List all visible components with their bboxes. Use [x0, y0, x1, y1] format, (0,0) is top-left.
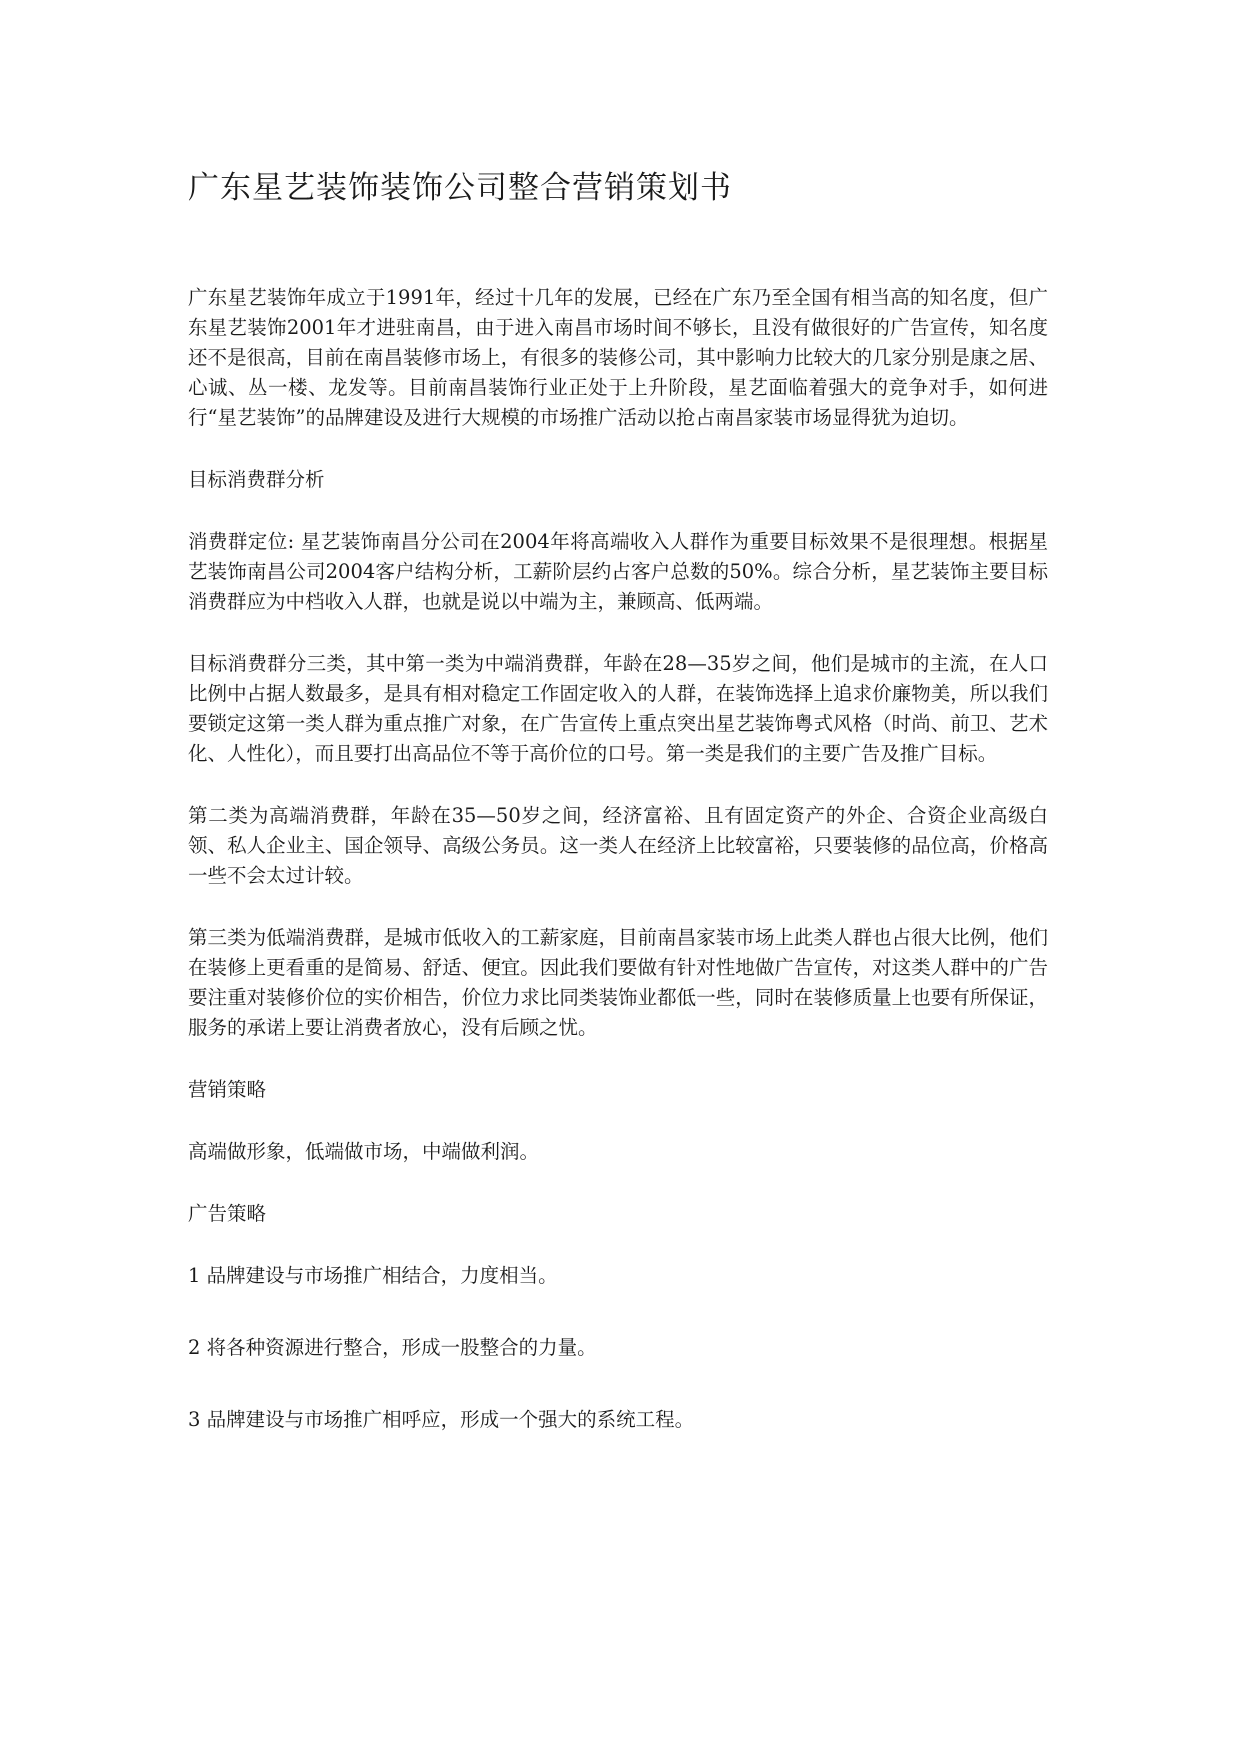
- document-title: 广东星艺装饰装饰公司整合营销策划书: [188, 170, 732, 206]
- marketing-strategy-paragraph: 高端做形象，低端做市场，中端做利润。: [188, 1140, 540, 1163]
- third-category-paragraph: 第三类为低端消费群，是城市低收入的工薪家庭，目前南昌家装市场上此类人群也占很大比例，他们在装修上更看重的是简易、舒适、便宜。因此我们要做有针对性地做广告宣传，对这类人群中的广告要注重对装修价位的实价相告，价位力求比同类装饰业都低一些，同时在装修质量上也要有所保证，服务的承诺上要让消费者放心，没有后顾之忧。: [188, 926, 1048, 1039]
- second-category-paragraph: 第二类为高端消费群，年龄在35—50岁之间，经济富裕、且有固定资产的外企、合资企业高级白领、私人企业主、国企领导、高级公务员。这一类人在经济上比较富裕，只要装修的品位高，价格高一些不会太过计较。: [188, 804, 1048, 887]
- consumer-positioning-paragraph: 消费群定位: 星艺装饰南昌分公司在2004年将高端收入人群作为重要目标效果不是很理想。根据星艺装饰南昌公司2004客户结构分析，工薪阶层约占客户总数的50%。综合分析，星艺装饰主要目标消费群应为中档收入人群，也就是说以中端为主，兼顾高、低两端。: [188, 530, 1048, 613]
- first-category-paragraph: 目标消费群分三类，其中第一类为中端消费群，年龄在28—35岁之间，他们是城市的主流，在人口比例中占据人数最多，是具有相对稳定工作固定收入的人群，在装饰选择上追求价廉物美，所以我们要锁定这第一类人群为重点推广对象，在广告宣传上重点突出星艺装饰粤式风格（时尚、前卫、艺术化、人性化），而且要打出高品位不等于高价位的口号。第一类是我们的主要广告及推广目标。: [188, 652, 1048, 765]
- document-body: [188, 283, 1048, 1477]
- section-heading-marketing-strategy: 营销策略: [188, 1078, 267, 1101]
- list-item: 2 将各种资源进行整合，形成一股整合的力量。: [188, 1336, 597, 1359]
- section-heading-target-consumers: 目标消费群分析: [188, 468, 325, 491]
- section-heading-advertising-strategy: 广告策略: [188, 1202, 267, 1225]
- list-item: 1 品牌建设与市场推广相结合，力度相当。: [188, 1264, 558, 1287]
- intro-paragraph: 广东星艺装饰年成立于1991年，经过十几年的发展，已经在广东乃至全国有相当高的知名度，但广东星艺装饰2001年才进驻南昌，由于进入南昌市场时间不够长，且没有做很好的广告宣传，知名度还不是很高，目前在南昌装修市场上，有很多的装修公司，其中影响力比较大的几家分别是康之居、心诚、丛一楼、龙发等。目前南昌装饰行业正处于上升阶段，星艺面临着强大的竞争对手，如何进行“星艺装饰”的品牌建设及进行大规模的市场推广活动以抢占南昌家装市场显得犹为迫切。: [188, 286, 1048, 429]
- list-item: 3 品牌建设与市场推广相呼应，形成一个强大的系统工程。: [188, 1408, 695, 1431]
